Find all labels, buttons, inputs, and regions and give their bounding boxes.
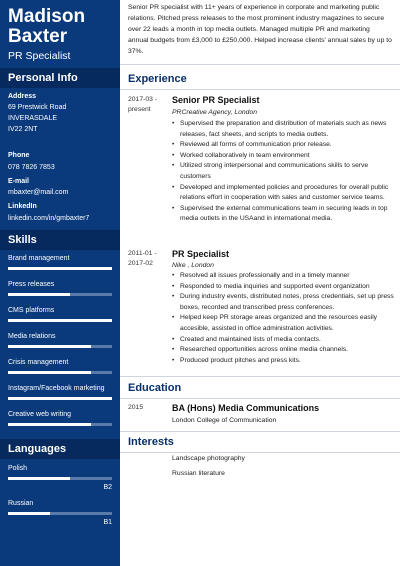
professional-summary: Senior PR specialist with 11+ years of experience in corporate and marketing public relations. Pitched press releases to the most prominent industry magazines to secure over 22 leads a month in top media outlets. Managed multiple PR and marketing annual budgets from £3,000 to £250,000. Helped increase clients' annual sales by up to 37%.	[128, 4, 392, 55]
skill-item	[8, 254, 112, 270]
skill-name: Instagram/Facebook marketing	[8, 385, 105, 392]
list-item: • Supervised the preparation and distribution of materials such as news releases, fact sheets, and scripts to media outlets.	[172, 119, 396, 140]
language-level-label: B1	[103, 519, 112, 526]
job-1-title: Senior PR Specialist	[172, 95, 260, 105]
skill-item	[8, 306, 112, 322]
divider	[120, 89, 400, 90]
phone-value: 078 7826 7853	[8, 164, 55, 171]
address-line-1: 69 Prestwick Road	[8, 104, 67, 111]
skill-level-fill	[8, 319, 112, 322]
skill-level-bar	[8, 423, 112, 426]
skill-name: CMS platforms	[8, 307, 55, 314]
job-1-date-start: 2017-03 -	[128, 96, 158, 103]
language-item	[8, 499, 112, 527]
address-label: Address	[8, 93, 37, 100]
job-title: PR Specialist	[8, 50, 71, 62]
interest-item: Russian literature	[172, 470, 225, 477]
list-item: • Produced product pitches and press kits.	[172, 356, 396, 367]
skill-level-bar	[8, 319, 112, 322]
skill-name: Creative web writing	[8, 411, 72, 418]
skill-level-bar	[8, 345, 112, 348]
skill-item	[8, 358, 112, 374]
divider	[120, 376, 400, 377]
list-item: • Reviewed all forms of communication prior release.	[172, 140, 396, 151]
languages-heading: Languages	[0, 439, 120, 459]
language-level-bar	[8, 477, 112, 480]
email-link[interactable]: mbaxter@mail.com	[8, 189, 69, 196]
language-level-bar	[8, 512, 112, 515]
skill-level-fill	[8, 345, 91, 348]
skill-name: Crisis management	[8, 359, 69, 366]
list-item: • Worked collaboratively in team environment	[172, 151, 396, 162]
list-item: • Helped keep PR storage areas organized and the resources easily accesible, assisted in office administration activities.	[172, 313, 396, 334]
list-item: • Utilized strong interpersonal and communications skills to serve customers	[172, 161, 396, 182]
skill-name: Media relations	[8, 333, 56, 340]
phone-label: Phone	[8, 152, 30, 159]
personal-info-heading: Personal Info	[0, 68, 120, 88]
job-2-date	[128, 249, 157, 269]
linkedin-label: LinkedIn	[8, 203, 37, 210]
email-label: E-mail	[8, 178, 30, 185]
skill-level-fill	[8, 371, 91, 374]
education-year: 2015	[128, 404, 144, 411]
language-level-fill	[8, 477, 70, 480]
main-content	[120, 0, 400, 566]
divider	[120, 398, 400, 399]
list-item: • Supervised the external communications team in securing leads in top media outlets in the USAand in international media.	[172, 204, 396, 225]
list-item: • Developed and implemented policies and procedures for overall public relations effort in cooperation with sales and customer service teams.	[172, 183, 396, 204]
skill-level-fill	[8, 267, 112, 270]
skill-level-fill	[8, 397, 112, 400]
language-level-label: B2	[103, 484, 112, 491]
skill-level-bar	[8, 371, 112, 374]
candidate-name	[0, 0, 120, 47]
list-item: • Created and maintained lists of media contacts.	[172, 335, 396, 346]
job-1-bullets	[172, 119, 396, 225]
skill-name: Press releases	[8, 281, 55, 288]
job-1-date-end: present	[128, 106, 151, 113]
divider	[120, 452, 400, 453]
language-name: Russian	[8, 500, 34, 507]
skill-level-fill	[8, 423, 91, 426]
skill-level-bar	[8, 267, 112, 270]
job-2-company: Nike , London	[172, 262, 214, 269]
job-2-date-end: 2017-02	[128, 260, 153, 267]
experience-heading: Experience	[128, 73, 187, 85]
divider	[120, 431, 400, 432]
language-name: Polish	[8, 465, 28, 472]
sidebar	[0, 0, 120, 566]
skill-item	[8, 410, 112, 426]
job-2-date-start: 2011-01 -	[128, 250, 157, 257]
education-heading: Education	[128, 382, 182, 394]
last-name: Baxter	[8, 26, 68, 47]
skill-name: Brand management	[8, 255, 70, 262]
list-item: • Responded to media inquiries and supported event organization	[172, 282, 396, 293]
skill-item	[8, 280, 112, 296]
language-item	[8, 464, 112, 492]
skill-level-bar	[8, 293, 112, 296]
interest-item: Landscape photography	[172, 455, 245, 462]
skill-level-bar	[8, 397, 112, 400]
education-degree: BA (Hons) Media Communications	[172, 403, 320, 413]
job-1-date	[128, 95, 157, 115]
divider	[120, 64, 400, 65]
skill-item	[8, 332, 112, 348]
list-item: • Researched opportunities across online media channels.	[172, 345, 396, 356]
address-line-3: IV22 2NT	[8, 126, 38, 133]
list-item: • During industry events, distributed notes, press credentials, set up press boxes, recorded and transcribed press conferences.	[172, 292, 396, 313]
list-item: • Resolved all issues professionally and in a timely manner	[172, 271, 396, 282]
job-1-company: PRCreative Agency, London	[172, 109, 258, 116]
first-name: Madison	[8, 6, 86, 27]
job-2-bullets	[172, 271, 396, 366]
interests-heading: Interests	[128, 436, 174, 448]
language-level-fill	[8, 512, 50, 515]
job-2-title: PR Specialist	[172, 249, 230, 259]
skills-heading: Skills	[0, 230, 120, 250]
linkedin-link[interactable]: linkedin.com/in/gmbaxter7	[8, 215, 90, 222]
address-line-2: INVERASDALE	[8, 115, 58, 122]
skill-item	[8, 384, 112, 400]
skill-level-fill	[8, 293, 70, 296]
education-school: London College of Communication	[172, 417, 277, 424]
